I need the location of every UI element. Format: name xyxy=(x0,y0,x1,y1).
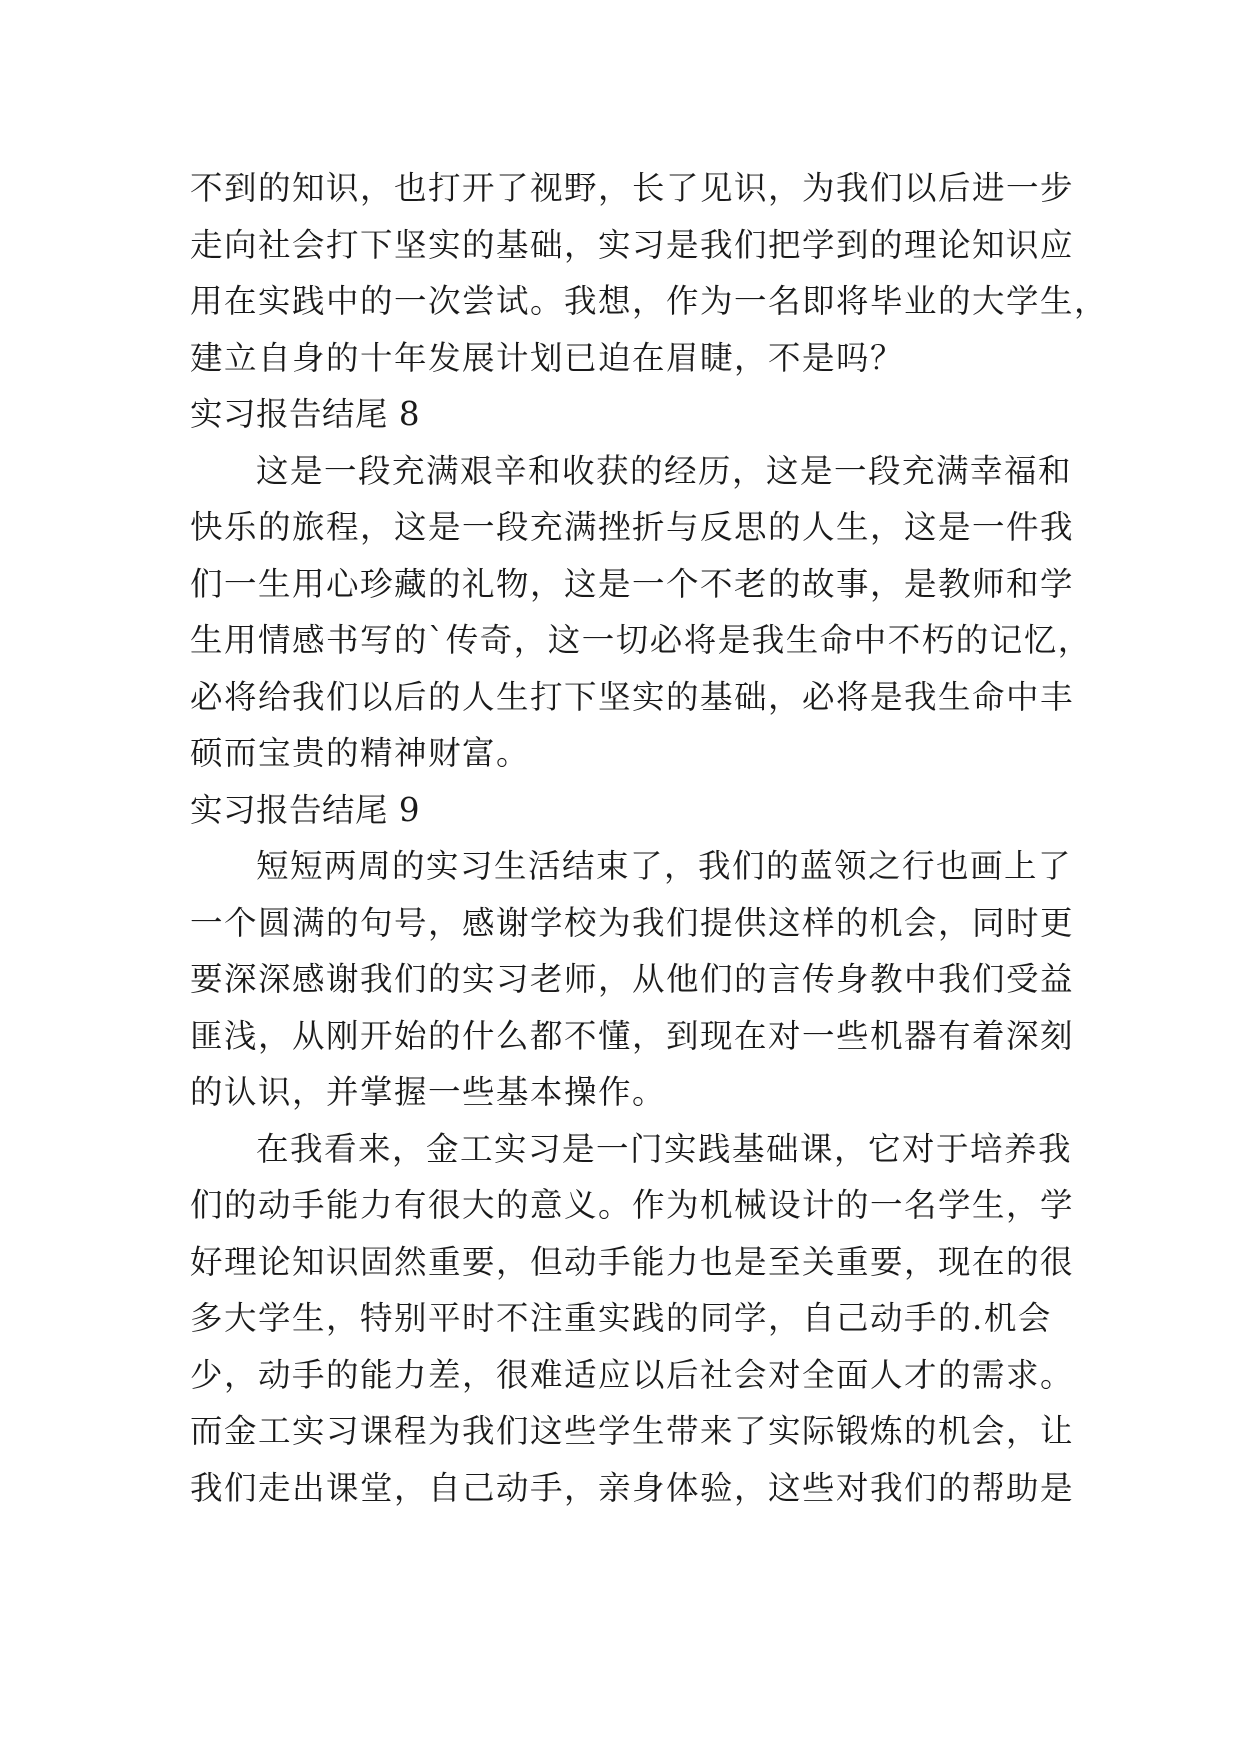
text-line: 少，动手的能力差，很难适应以后社会对全面人才的需求。 xyxy=(190,1355,1075,1394)
paragraph-section-8 xyxy=(190,443,1092,782)
text-line: 要深深感谢我们的实习老师，从他们的言传身教中我们受益 xyxy=(190,960,1075,998)
text-line: 多大学生，特别平时不注重实践的同学，自己动手的.机会 xyxy=(190,1299,1052,1337)
text-line: 走向社会打下坚实的基础，实习是我们把学到的理论知识应 xyxy=(190,225,1075,264)
text-line: 们的动手能力有很大的意义。作为机械设计的一名学生，学 xyxy=(190,1186,1075,1224)
text-line: 生用情感书写的`传奇，这一切必将是我生命中不朽的记忆， xyxy=(190,621,1092,659)
text-line: 我们走出课堂，自己动手，亲身体验，这些对我们的帮助是 xyxy=(190,1468,1075,1507)
text-line: 不到的知识，也打开了视野，长了见识，为我们以后进一步 xyxy=(190,169,1075,207)
text-line: 硕而宝贵的精神财富。 xyxy=(190,734,531,772)
text-line: 必将给我们以后的人生打下坚实的基础，必将是我生命中丰 xyxy=(190,677,1075,716)
section-heading-8: 实习报告结尾 8 xyxy=(190,395,421,433)
text-line: 好理论知识固然重要，但动手能力也是至关重要，现在的很 xyxy=(190,1242,1075,1281)
text-line: 一个圆满的句号，感谢学校为我们提供这样的机会，同时更 xyxy=(190,903,1075,942)
text-line: 们一生用心珍藏的礼物，这是一个不老的故事，是教师和学 xyxy=(190,564,1075,603)
text-line: 在我看来，金工实习是一门实践基础课，它对于培养我 xyxy=(256,1129,1073,1168)
text-line: 而金工实习课程为我们这些学生带来了实际锻炼的机会，让 xyxy=(190,1412,1075,1450)
document-body xyxy=(190,160,1109,1516)
text-line: 这是一段充满艰辛和收获的经历，这是一段充满幸福和 xyxy=(256,451,1073,490)
text-line: 匪浅，从刚开始的什么都不懂，到现在对一些机器有着深刻 xyxy=(190,1016,1075,1055)
text-line: 建立自身的十年发展计划已迫在眉睫，不是吗？ xyxy=(190,338,905,377)
text-line: 短短两周的实习生活结束了，我们的蓝领之行也画上了 xyxy=(256,847,1073,885)
paragraph-section-9-a xyxy=(190,838,1075,1121)
paragraph-section-9-b xyxy=(190,1121,1075,1517)
paragraph-continuation xyxy=(190,160,1109,386)
text-line: 用在实践中的一次尝试。我想，作为一名即将毕业的大学生， xyxy=(190,282,1109,320)
section-heading-9: 实习报告结尾 9 xyxy=(190,790,421,829)
text-line: 的认识，并掌握一些基本操作。 xyxy=(190,1073,667,1111)
text-line: 快乐的旅程，这是一段充满挫折与反思的人生，这是一件我 xyxy=(190,508,1075,546)
